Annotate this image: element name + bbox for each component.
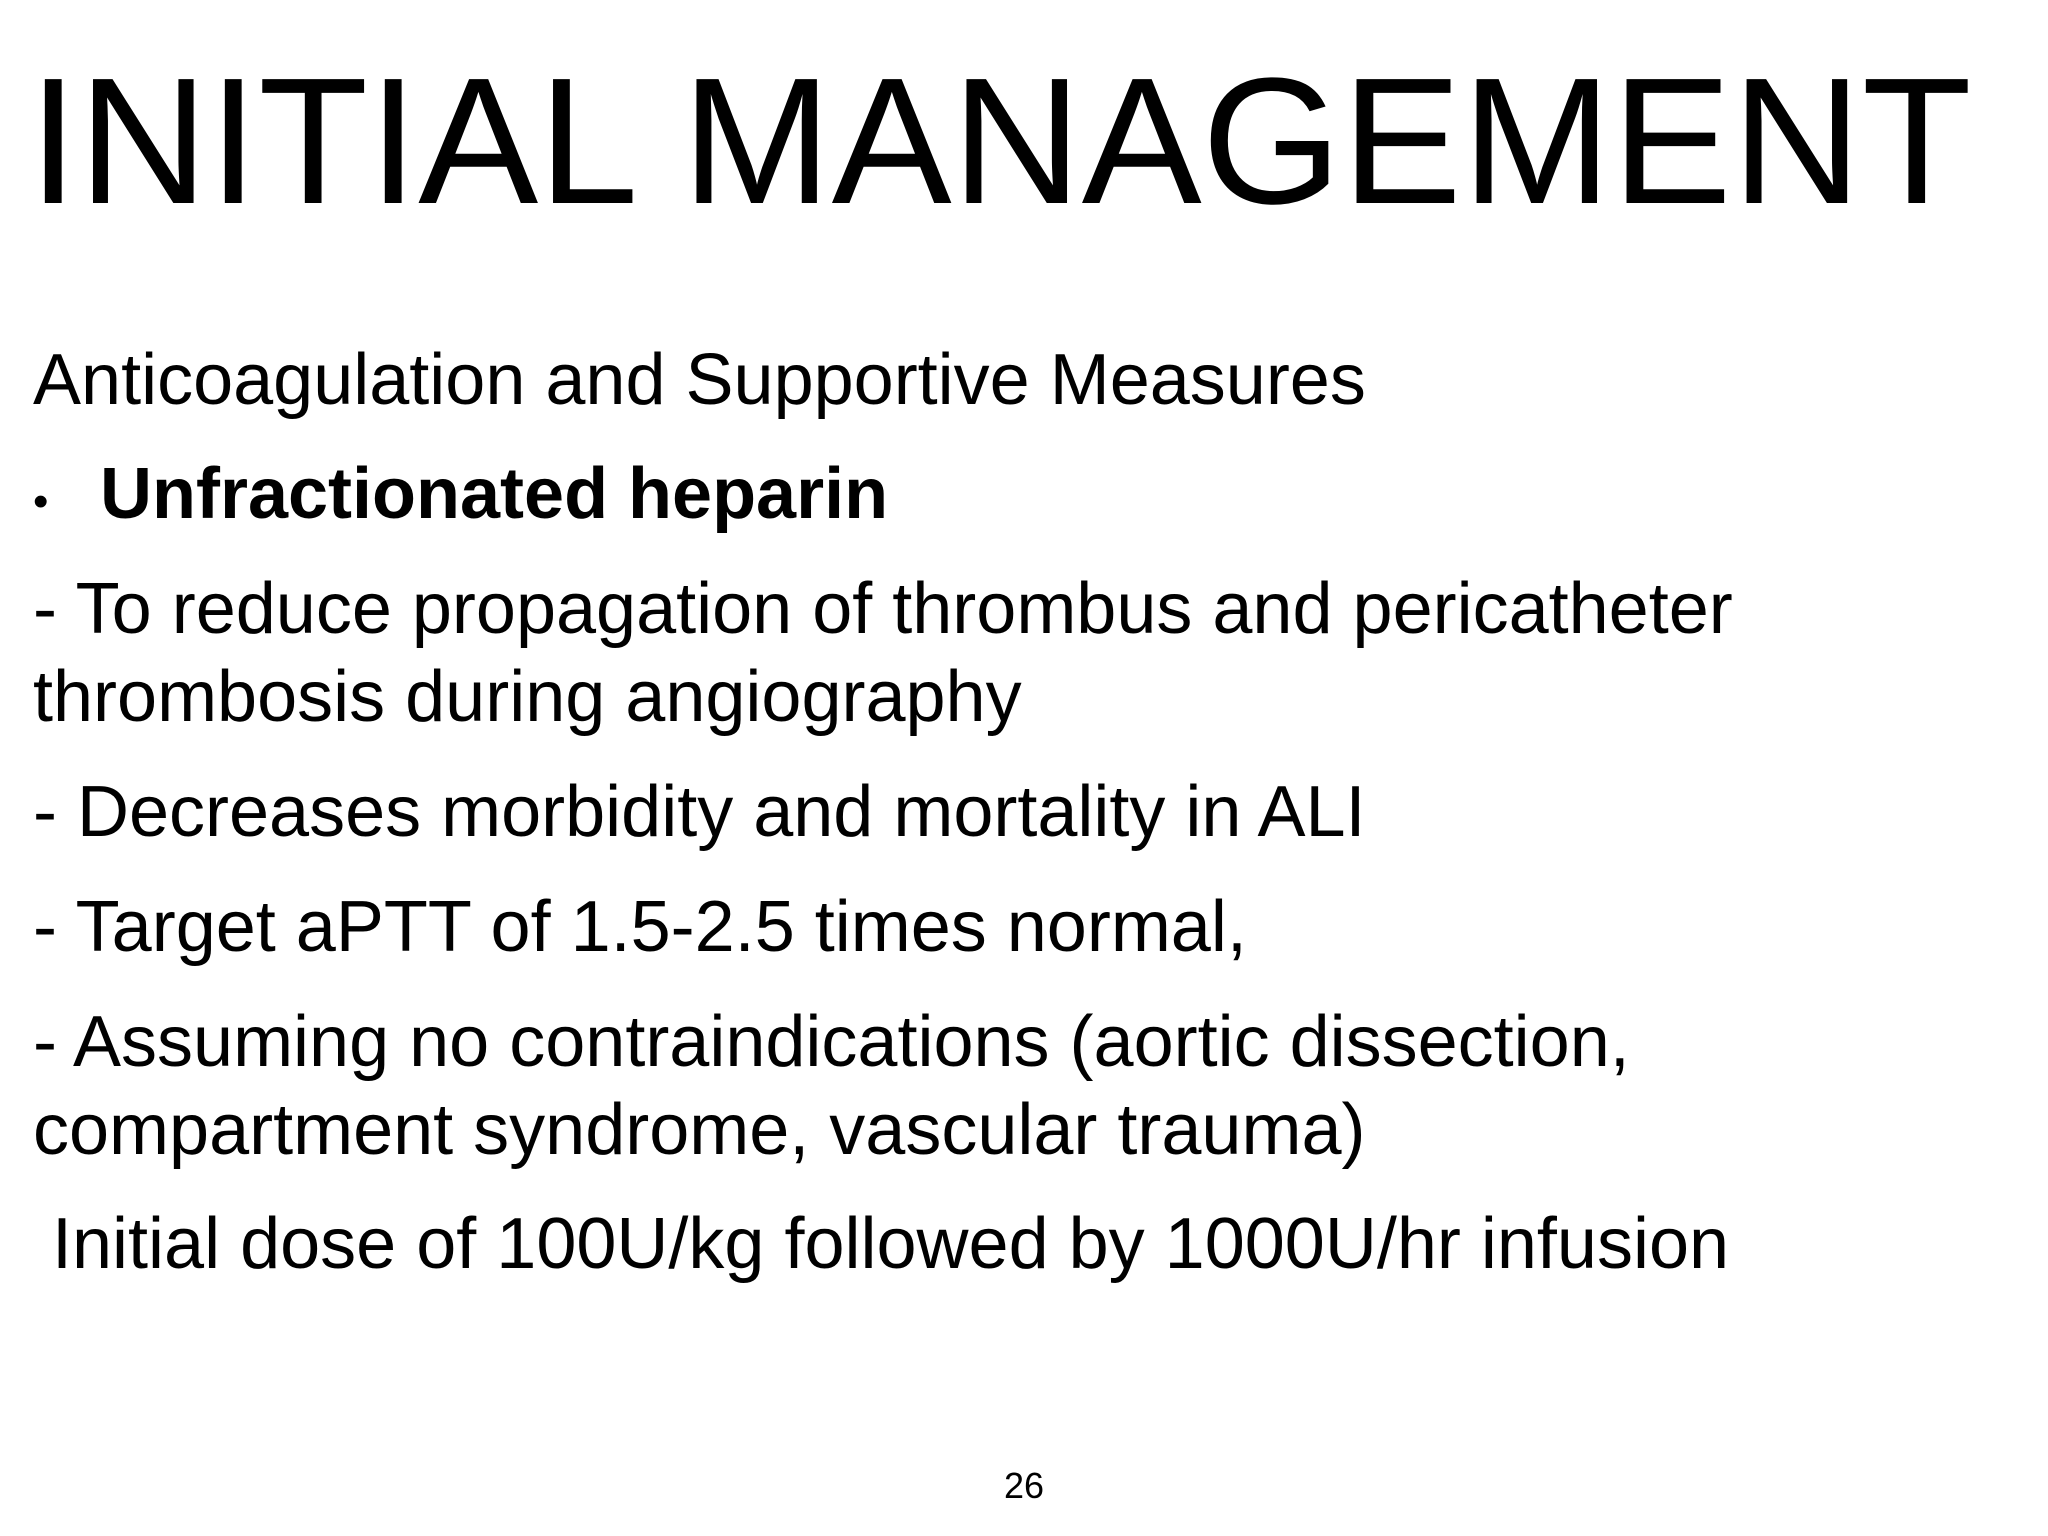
point-line: thrombosis during angiography <box>33 657 1022 737</box>
bullet-text: Unfractionated heparin <box>100 454 889 534</box>
page-number: 26 <box>1003 1465 1045 1506</box>
point-line: compartment syndrome, vascular trauma) <box>33 1090 1366 1170</box>
bullet-marker: • <box>33 477 49 526</box>
slide-title: INITIAL MANAGEMENT <box>28 41 1972 242</box>
point-line: - Assuming no contraindications (aortic dissection, <box>33 1002 1630 1082</box>
section-heading: Anticoagulation and Supportive Measures <box>33 340 1366 420</box>
point-line: - Decreases morbidity and mortality in ALI <box>33 772 1366 852</box>
dose-line: Initial dose of 100U/kg followed by 1000U/hr infusion <box>52 1204 1730 1284</box>
point-line: - Target aPTT of 1.5-2.5 times normal, <box>33 887 1247 967</box>
point-line: - To reduce propagation of thrombus and pericatheter <box>33 569 1733 649</box>
